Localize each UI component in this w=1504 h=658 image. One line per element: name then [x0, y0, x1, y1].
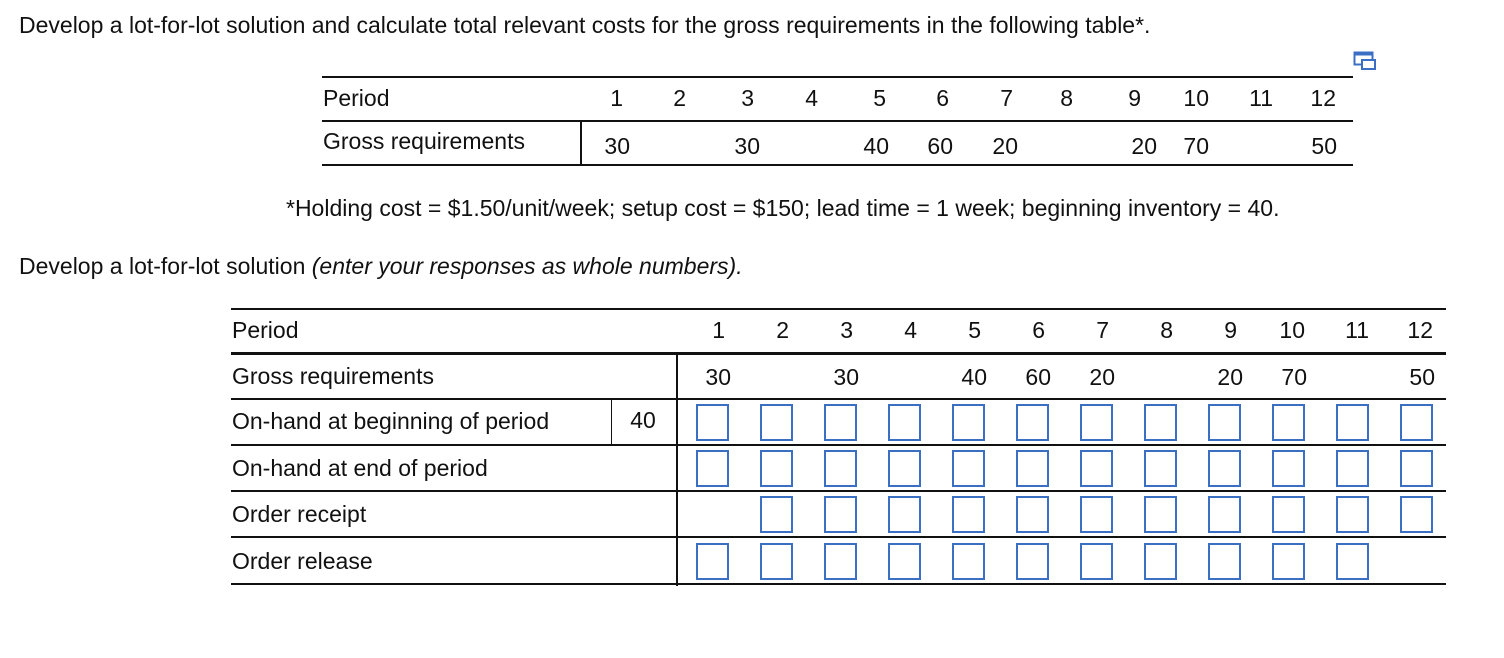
- order-release-input-period-7[interactable]: [1080, 543, 1113, 580]
- onhand-begin-input-period-12[interactable]: [1400, 404, 1433, 441]
- gross-requirement-value: 70: [1281, 364, 1307, 390]
- order-release-input-period-1[interactable]: [696, 543, 729, 580]
- onhand-end-input-period-4[interactable]: [888, 450, 921, 487]
- row-rule: [231, 536, 1446, 538]
- order-receipt-input-period-10[interactable]: [1272, 496, 1305, 533]
- onhand-begin-input-period-4[interactable]: [888, 404, 921, 441]
- onhand-begin-input-period-1[interactable]: [696, 404, 729, 441]
- onhand-end-input-period-1[interactable]: [696, 450, 729, 487]
- order-receipt-input-period-6[interactable]: [1016, 496, 1049, 533]
- onhand-begin-input-period-6[interactable]: [1016, 404, 1049, 441]
- period-number: 2: [776, 317, 789, 343]
- order-receipt-input-period-3[interactable]: [824, 496, 857, 533]
- gross-requirement-value: 20: [992, 133, 1018, 159]
- period-number: 7: [1096, 317, 1109, 343]
- period-number: 12: [1310, 85, 1336, 111]
- table-top-rule: [322, 76, 1353, 78]
- period-number: 3: [840, 317, 853, 343]
- initial-value-divider: [611, 400, 612, 446]
- order-release-input-period-2[interactable]: [760, 543, 793, 580]
- onhand-end-label: On-hand at end of period: [232, 455, 488, 481]
- period-number: 12: [1407, 317, 1433, 343]
- onhand-end-input-period-7[interactable]: [1080, 450, 1113, 487]
- table-top-rule: [231, 308, 1446, 310]
- period-number: 4: [805, 85, 818, 111]
- order-release-input-period-3[interactable]: [824, 543, 857, 580]
- period-number: 10: [1279, 317, 1305, 343]
- instruction-text: [19, 253, 743, 280]
- onhand-end-input-period-11[interactable]: [1336, 450, 1369, 487]
- order-release-input-period-8[interactable]: [1144, 543, 1177, 580]
- period-number: 6: [936, 85, 949, 111]
- onhand-end-input-period-5[interactable]: [952, 450, 985, 487]
- gross-requirement-value: 40: [961, 364, 987, 390]
- initial-onhand-value: 40: [630, 407, 656, 433]
- onhand-begin-input-period-7[interactable]: [1080, 404, 1113, 441]
- order-receipt-label: Order receipt: [232, 501, 367, 527]
- period-number: 5: [968, 317, 981, 343]
- onhand-begin-input-period-9[interactable]: [1208, 404, 1241, 441]
- given-requirements-table: [322, 76, 1353, 166]
- onhand-end-input-period-6[interactable]: [1016, 450, 1049, 487]
- gross-requirement-value: 20: [1131, 133, 1157, 159]
- question-text: Develop a lot-for-lot solution and calculate total relevant costs for the gross requirements in the following table*.: [19, 12, 1151, 38]
- row-rule: [231, 398, 1446, 400]
- order-receipt-input-period-4[interactable]: [888, 496, 921, 533]
- instruction-italic: (enter your responses as whole numbers).: [311, 253, 743, 279]
- table-bottom-rule: [322, 164, 1353, 166]
- order-receipt-input-period-8[interactable]: [1144, 496, 1177, 533]
- gross-requirement-value: 30: [604, 133, 630, 159]
- gross-requirement-value: 20: [1217, 364, 1243, 390]
- table-bottom-rule: [231, 583, 1446, 585]
- order-release-input-period-10[interactable]: [1272, 543, 1305, 580]
- period-label: Period: [323, 85, 390, 111]
- period-number: 9: [1128, 85, 1141, 111]
- gross-requirement-value: 60: [1025, 364, 1051, 390]
- order-release-input-period-5[interactable]: [952, 543, 985, 580]
- table-header-rule: [231, 352, 1446, 355]
- gross-requirement-value: 50: [1311, 133, 1337, 159]
- onhand-begin-label: On-hand at beginning of period: [232, 408, 550, 434]
- period-number: 6: [1032, 317, 1045, 343]
- period-number: 8: [1060, 85, 1073, 111]
- onhand-end-input-period-2[interactable]: [760, 450, 793, 487]
- period-number: 1: [610, 85, 623, 111]
- onhand-end-input-period-3[interactable]: [824, 450, 857, 487]
- order-receipt-input-period-7[interactable]: [1080, 496, 1113, 533]
- gross-requirement-value: 70: [1183, 133, 1209, 159]
- gross-requirement-value: 30: [705, 364, 731, 390]
- order-receipt-input-period-12[interactable]: [1400, 496, 1433, 533]
- period-number: 11: [1345, 317, 1369, 343]
- period-number: 1: [712, 317, 725, 343]
- onhand-begin-input-period-11[interactable]: [1336, 404, 1369, 441]
- gross-requirement-value: 60: [927, 133, 953, 159]
- onhand-begin-input-period-10[interactable]: [1272, 404, 1305, 441]
- order-release-input-period-9[interactable]: [1208, 543, 1241, 580]
- row-rule: [231, 444, 1446, 446]
- onhand-begin-input-period-5[interactable]: [952, 404, 985, 441]
- lot-for-lot-table: [231, 308, 1446, 588]
- copy-table-icon[interactable]: [1353, 51, 1377, 71]
- period-number: 7: [1000, 85, 1013, 111]
- onhand-begin-input-period-3[interactable]: [824, 404, 857, 441]
- period-number: 11: [1249, 85, 1273, 111]
- order-release-label: Order release: [232, 548, 373, 574]
- onhand-end-input-period-8[interactable]: [1144, 450, 1177, 487]
- period-number: 9: [1224, 317, 1237, 343]
- gross-requirement-value: 30: [734, 133, 760, 159]
- period-label: Period: [232, 317, 299, 343]
- period-number: 2: [673, 85, 686, 111]
- instruction-main: Develop a lot-for-lot solution: [19, 253, 312, 279]
- row-rule: [231, 490, 1446, 492]
- order-receipt-input-period-9[interactable]: [1208, 496, 1241, 533]
- onhand-end-input-period-9[interactable]: [1208, 450, 1241, 487]
- order-release-input-period-11[interactable]: [1336, 543, 1369, 580]
- gross-requirements-label: Gross requirements: [323, 128, 525, 154]
- period-number: 4: [904, 317, 917, 343]
- period-number: 3: [741, 85, 754, 111]
- gross-requirement-value: 40: [863, 133, 889, 159]
- period-number: 8: [1160, 317, 1173, 343]
- order-release-input-period-6[interactable]: [1016, 543, 1049, 580]
- period-number: 10: [1183, 85, 1209, 111]
- gross-requirement-value: 20: [1089, 364, 1115, 390]
- gross-requirement-value: 50: [1409, 364, 1435, 390]
- onhand-end-input-period-10[interactable]: [1272, 450, 1305, 487]
- onhand-end-input-period-12[interactable]: [1400, 450, 1433, 487]
- cost-footnote: *Holding cost = $1.50/unit/week; setup cost = $150; lead time = 1 week; beginning inventory = 40.: [286, 195, 1280, 221]
- order-receipt-input-period-11[interactable]: [1336, 496, 1369, 533]
- order-release-input-period-4[interactable]: [888, 543, 921, 580]
- gross-requirements-label: Gross requirements: [232, 363, 434, 389]
- onhand-begin-input-period-8[interactable]: [1144, 404, 1177, 441]
- table-header-rule: [322, 120, 1353, 122]
- order-receipt-input-period-5[interactable]: [952, 496, 985, 533]
- onhand-begin-input-period-2[interactable]: [760, 404, 793, 441]
- order-receipt-input-period-2[interactable]: [760, 496, 793, 533]
- period-number: 5: [873, 85, 886, 111]
- gross-requirement-value: 30: [833, 364, 859, 390]
